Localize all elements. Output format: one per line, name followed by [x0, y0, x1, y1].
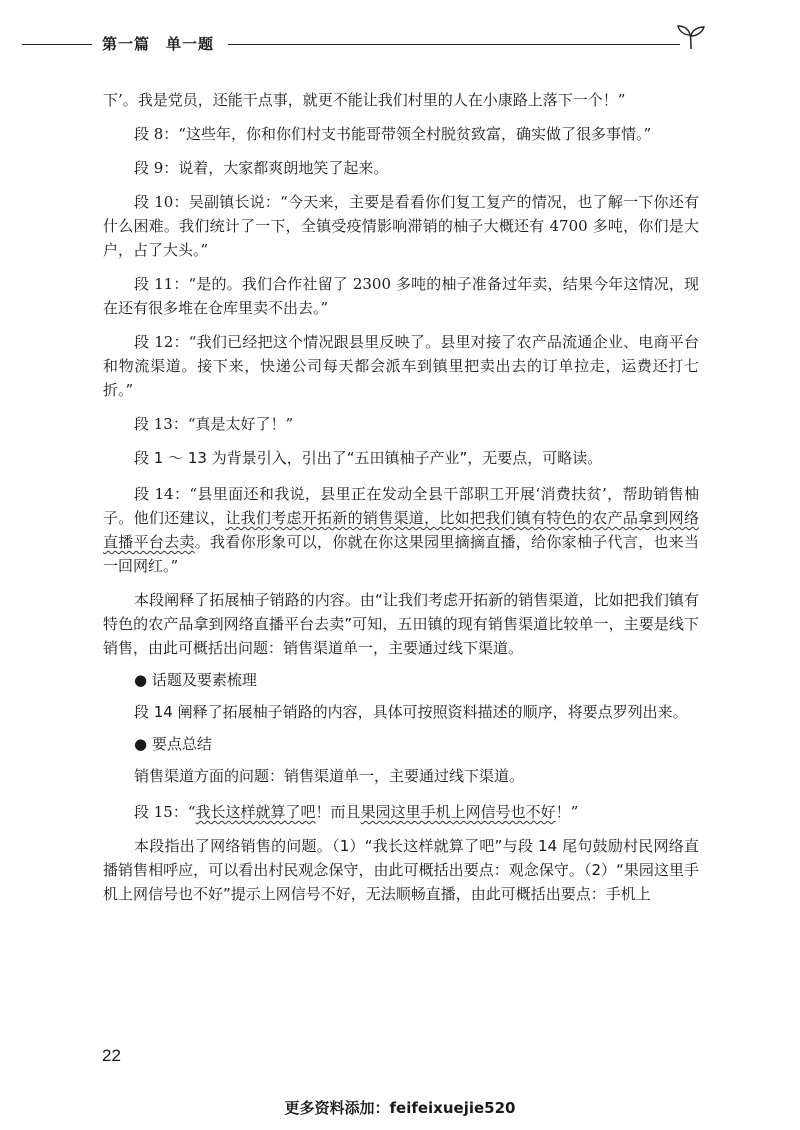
- paragraph-15: [103, 800, 699, 824]
- paragraph-9: 段 9：说着，大家都爽朗地笑了起来。: [134, 159, 389, 177]
- paragraph-14-underlined: 让我们考虑开拓新的销售渠道，比如把我们镇有特色的农产品拿到网络直播平台去卖: [103, 509, 699, 551]
- paragraph-10: 段 10：吴副镇长说：“今天来，主要是看看你们复工复产的情况，也了解一下你还有什么困难。我们统计了一下，全镇受疫情影响滞销的柚子大概还有 4700 多吨，你们是大户，占了大头。”: [103, 193, 699, 259]
- bullet-key-points: ● 要点总结: [134, 735, 212, 753]
- header-rule-left: [22, 44, 92, 45]
- section-title: 第一篇 单一题: [102, 35, 215, 53]
- paragraph-8: 段 8：“这些年，你和你们村支书能哥带领全村脱贫致富，确实做了很多事情。”: [134, 125, 652, 143]
- paragraph-15-text-m: ！而且: [315, 803, 361, 821]
- analysis-paragraph-15: 本段指出了网络销售的问题。（1）“我长这样就算了吧”与段 14 尾句鼓励村民网络直播销售相呼应，可以看出村民观念保守，由此可概括出要点：观念保守。（2）“果园这里手机上网信号也不好”提示上网信号不好，无法顺畅直播，由此可概括出要点：手机上: [103, 837, 699, 903]
- page-number: 22: [102, 1046, 121, 1065]
- paragraph-13: 段 13：“真是太好了！”: [134, 415, 294, 433]
- paragraph-15-underlined-2: 果园这里手机上网信号也不好: [360, 803, 556, 821]
- paragraph-15-text-a: 段 15：“: [134, 803, 196, 821]
- footer-note: 更多资料添加：feifeixuejie520: [284, 1099, 516, 1117]
- bullet-topic-elements: ● 话题及要素梳理: [134, 671, 257, 689]
- paragraph-12: 段 12：“我们已经把这个情况跟县里反映了。县里对接了农产品流通企业、电商平台和物流渠道。接下来，快递公司每天都会派车到镇里把卖出去的订单拉走，运费还打七折。”: [103, 333, 699, 399]
- analysis-paragraph-14: 本段阐释了拓展柚子销路的内容。由“让我们考虑开拓新的销售渠道，比如把我们镇有特色的农产品拿到网络直播平台去卖”可知，五田镇的现有销售渠道比较单一，主要是线下销售，由此可概括出问题：销售渠道单一，主要通过线下渠道。: [103, 591, 699, 657]
- paragraph-15-text-b: ！”: [555, 803, 579, 821]
- topic-elements-text: 段 14 阐释了拓展柚子销路的内容，具体可按照资料描述的顺序，将要点罗列出来。: [134, 703, 688, 721]
- header-rule-right: [228, 44, 680, 45]
- paragraph-15-underlined-1: 我长这样就算了吧: [195, 803, 316, 821]
- paragraph-11: 段 11：“是的。我们合作社留了 2300 多吨的柚子准备过年卖，结果今年这情况，现在还有很多堆在仓库里卖不出去。”: [103, 275, 699, 317]
- paragraph-14: [103, 482, 699, 578]
- paragraph-continued: 下’。我是党员，还能干点事，就更不能让我们村里的人在小康路上落下一个！”: [103, 91, 626, 109]
- key-points-text: 销售渠道方面的问题：销售渠道单一，主要通过线下渠道。: [134, 767, 525, 785]
- analysis-background: 段 1 ～ 13 为背景引入，引出了“五田镇柚子产业”，无要点，可略读。: [134, 449, 603, 467]
- page-content: [103, 88, 699, 906]
- paragraph-14-text-a: 段 14：“县里面还和我说，县里正在发动全县干部职工开展‘消费扶贫’，帮助销售柚子。他们还建议，: [103, 485, 699, 527]
- sprout-icon: [676, 24, 706, 50]
- paragraph-14-text-b: 。我看你形象可以，你就在你这果园里摘摘直播，给你家柚子代言，也来当一回网红。”: [103, 533, 699, 575]
